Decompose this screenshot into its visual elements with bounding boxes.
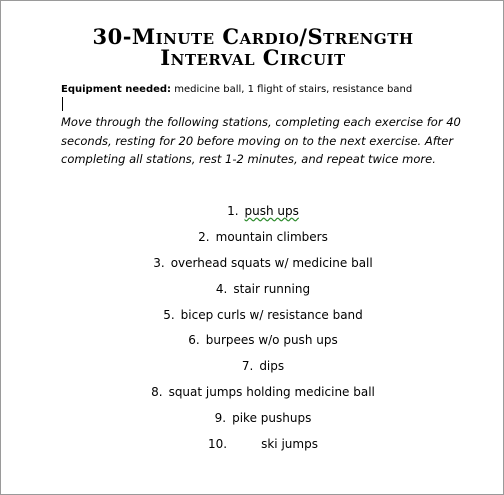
list-item-text: dips [259, 359, 285, 374]
list-item [1, 199, 504, 225]
list-item-number: 5. [163, 307, 175, 322]
equipment-line [61, 84, 412, 95]
list-item-text: burpees w/o push ups [205, 333, 338, 348]
exercise-list [1, 199, 504, 458]
list-item [1, 277, 504, 303]
list-item [1, 303, 504, 329]
list-item-text: push ups [244, 204, 299, 218]
list-item-number: 10. [208, 437, 228, 452]
list-item [1, 432, 504, 458]
list-item [1, 354, 504, 380]
document-title-line-2: Interval Circuit [160, 45, 346, 70]
list-item-text: overhead squats w/ medicine ball [170, 255, 373, 270]
list-item-text: squat jumps holding medicine ball [168, 385, 375, 400]
list-item-number: 3. [153, 255, 165, 270]
list-item [1, 225, 504, 251]
list-item [1, 380, 504, 406]
document-title-line-1: 30-Minute Cardio/Strength [92, 24, 414, 49]
list-item-text: stair running [233, 281, 311, 296]
list-item-number: 8. [151, 385, 163, 400]
list-item [1, 406, 504, 432]
list-item-text: bicep curls w/ resistance band [180, 307, 363, 322]
list-item-number: 7. [241, 359, 254, 374]
list-item-number: 1. [227, 204, 239, 218]
instructions-paragraph: Move through the following stations, completing each exercise for 40 seconds, resting for 20 before moving on to the next exercise. After completing all stations, rest 1-2 minutes, and repeat twice more. [61, 115, 461, 166]
equipment-value: medicine ball, 1 flight of stairs, resistance band [174, 84, 413, 95]
list-item [1, 328, 504, 354]
list-item-text: mountain climbers [215, 229, 328, 244]
list-item-text: pike pushups [232, 411, 312, 426]
list-item-text: ski jumps [261, 437, 318, 452]
equipment-label: Equipment needed: [61, 84, 172, 95]
list-item-number: 2. [198, 229, 210, 244]
list-item [1, 251, 504, 277]
list-item-number: 4. [215, 281, 228, 296]
list-item-number: 6. [188, 333, 200, 348]
list-item-number: 9. [214, 411, 227, 426]
text-cursor [62, 97, 63, 111]
